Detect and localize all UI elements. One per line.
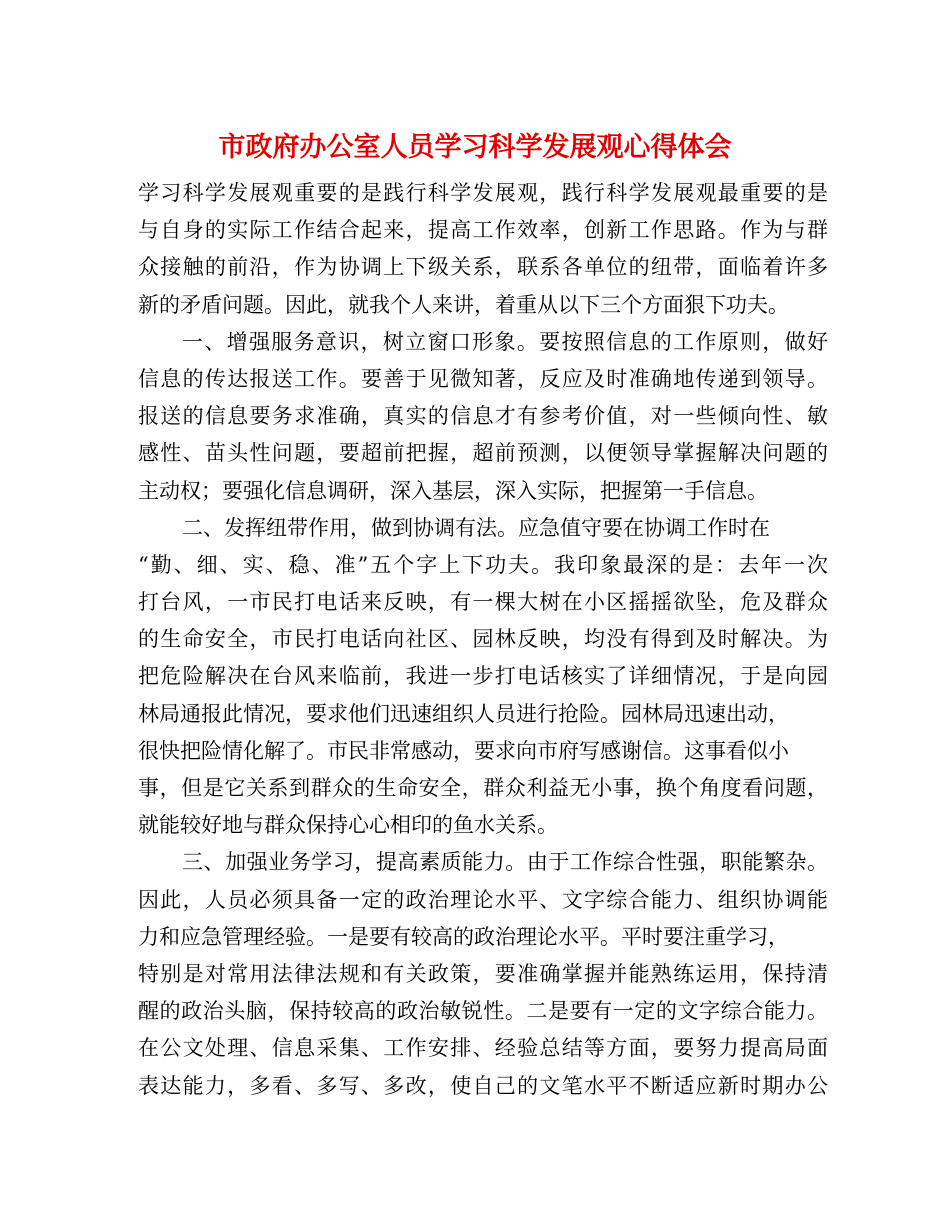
- document-body: [138, 175, 828, 1105]
- body-line: 与自身的实际工作结合起来，提高工作效率，创新工作思路。作为与群: [138, 218, 828, 243]
- body-line: 感性、苗头性问题，要超前把握，超前预测，以便领导掌握解决问题的: [138, 441, 828, 466]
- body-line: 的生命安全，市民打电话向社区、园林反映，均没有得到及时解决。为: [138, 627, 828, 652]
- body-line: 特别是对常用法律法规和有关政策，要准确掌握并能熟练运用，保持清: [138, 961, 828, 986]
- body-line: 就能较好地与群众保持心心相印的鱼水关系。: [138, 813, 558, 838]
- body-line: 打台风，一市民打电话来反映，有一棵大树在小区摇摇欲坠，危及群众: [138, 590, 828, 615]
- document-title: 市政府办公室人员学习科学发展观心得体会: [218, 132, 732, 163]
- body-line: 在公文处理、信息采集、工作安排、经验总结等方面，要努力提高局面: [138, 1036, 828, 1061]
- body-line: 醒的政治头脑，保持较高的政治敏锐性。二是要有一定的文字综合能力。: [138, 999, 828, 1024]
- section-heading-line: 二、发挥纽带作用，做到协调有法。应急值守要在协调工作时在: [182, 515, 770, 540]
- body-line: 众接触的前沿，作为协调上下级关系，联系各单位的纽带，面临着许多: [138, 255, 828, 280]
- body-line: 主动权；要强化信息调研，深入基层，深入实际，把握第一手信息。: [138, 478, 768, 503]
- body-line: 把危险解决在台风来临前，我进一步打电话核实了详细情况，于是向园: [138, 664, 828, 689]
- body-line: 信息的传达报送工作。要善于见微知著，反应及时准确地传递到领导。: [138, 366, 828, 391]
- body-line: 新的矛盾问题。因此，就我个人来讲，着重从以下三个方面狠下功夫。: [138, 292, 789, 317]
- body-line: 很快把险情化解了。市民非常感动，要求向市府写感谢信。这事看似小: [138, 738, 789, 763]
- body-line: 因此，人员必须具备一定的政治理论水平、文字综合能力、组织协调能: [138, 887, 828, 912]
- section-heading-line: 三、加强业务学习，提高素质能力。由于工作综合性强，职能繁杂。: [182, 850, 828, 875]
- section-heading-line: 一、增强服务意识，树立窗口形象。要按照信息的工作原则，做好: [182, 329, 828, 354]
- body-line: 力和应急管理经验。一是要有较高的政治理论水平。平时要注重学习，: [138, 924, 789, 949]
- body-line: 报送的信息要务求准确，真实的信息才有参考价值，对一些倾向性、敏: [138, 404, 828, 429]
- body-line: 事，但是它关系到群众的生命安全，群众利益无小事，换个角度看问题，: [138, 776, 828, 800]
- body-line: 学习科学发展观重要的是践行科学发展观，践行科学发展观最重要的是: [138, 181, 828, 205]
- body-line: “勤、细、实、稳、准”五个字上下功夫。我印象最深的是：去年一次: [138, 552, 828, 577]
- body-line: 林局通报此情况，要求他们迅速组织人员进行抢险。园林局迅速出动，: [138, 701, 789, 726]
- body-line: 表达能力，多看、多写、多改，使自己的文笔水平不断适应新时期办公: [138, 1073, 828, 1098]
